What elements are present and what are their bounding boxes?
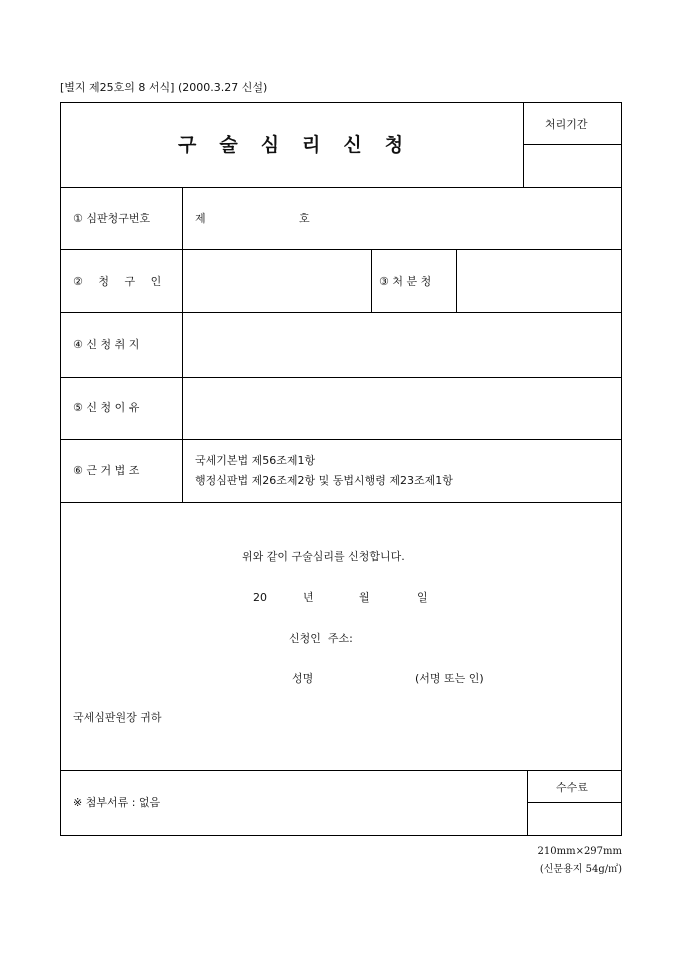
legal-basis-line1: 국세기본법 제56조제1항 [195,454,316,467]
fee-divider [527,802,621,803]
row-divider [61,439,621,440]
claim-number-prefix: 제 [195,212,206,225]
paper-type: (신문용지 54g/㎡) [539,864,622,875]
form-header-note: [별지 제25호의 8 서식] (2000.3.27 신설) [60,81,268,94]
row-divider [61,187,621,188]
addressee: 국세심판원장 귀하 [73,711,162,724]
attachments-note: ※ 첨부서류 : 없음 [73,796,161,809]
fee-label: 수수료 [556,781,588,794]
claimant-label: ② 청 구 인 [73,275,162,288]
row-divider [61,770,621,771]
row-divider [61,377,621,378]
date-year: 20 [253,591,267,604]
label-column-divider [182,187,183,502]
applicant-name-label: 성명 [292,672,314,685]
application-purpose-label: ④ 신 청 취 지 [73,338,140,351]
date-month-unit: 월 [359,591,370,604]
date-day-unit: 일 [417,591,428,604]
row-divider [61,312,621,313]
office-divider [456,249,457,312]
date-year-unit: 년 [303,591,314,604]
application-reason-label: ⑤ 신 청 이 유 [73,401,140,414]
claim-number-suffix: 호 [299,212,310,225]
form-title: 구술심리신청 [178,134,427,156]
signature-label: (서명 또는 인) [415,672,484,685]
disposition-office-label: ③ 처 분 청 [379,275,432,288]
fee-column-divider [527,770,528,835]
row-divider [61,249,621,250]
processing-period-divider [523,144,621,145]
claimant-divider [371,249,372,312]
statement-text: 위와 같이 구술심리를 신청합니다. [242,550,405,563]
legal-basis-label: ⑥ 근 거 법 조 [73,464,140,477]
claim-number-label: ① 심판청구번호 [73,212,151,225]
row-divider [61,502,621,503]
title-divider [523,103,524,187]
oral-hearing-application-form [60,102,622,836]
legal-basis-line2: 행정심판법 제26조제2항 및 동법시행령 제23조제1항 [195,474,453,487]
applicant-address-label: 신청인 주소: [289,632,353,645]
paper-size: 210mm×297mm [537,846,622,857]
processing-period-label: 처리기간 [545,118,588,131]
